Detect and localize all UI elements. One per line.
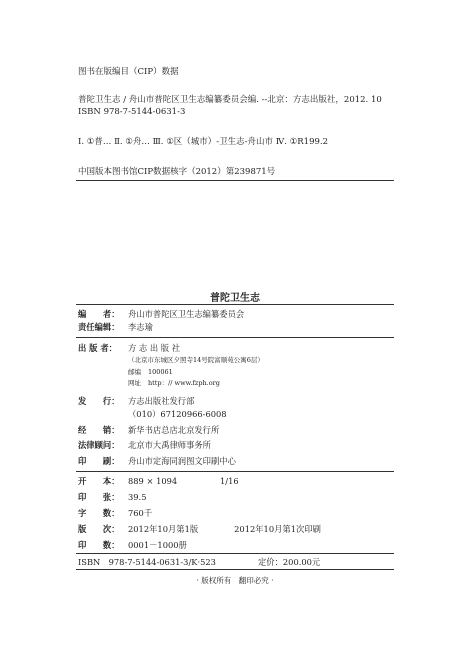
editor-value: 舟山市普陀区卫生志编纂委员会 (128, 309, 245, 319)
words-row (78, 508, 152, 519)
legal-value: 北京市大禹律师事务所 (128, 440, 211, 450)
sheets-row (78, 492, 146, 503)
format-fraction: 1/16 (220, 476, 239, 486)
format-row (78, 476, 239, 487)
cip-heading: 图书在版编目（CIP）数据 (78, 67, 179, 77)
impression-value: 2012年10月第1次印刷 (234, 524, 321, 534)
distribution-row (78, 396, 194, 407)
website-row (128, 379, 220, 388)
publisher-row (78, 343, 180, 354)
seller-label: 经 销： (78, 425, 120, 435)
editor-label: 编 者： (78, 309, 120, 319)
format-label: 开 本： (78, 476, 120, 486)
distribution-label: 发 行： (78, 396, 120, 406)
words-value: 760千 (128, 508, 153, 518)
cip-isbn: ISBN 978-7-5144-0631-3 (78, 107, 186, 117)
divider-isbn-bottom (76, 569, 394, 570)
divider-top (76, 180, 394, 181)
distribution-value: 方志出版社发行部 (128, 396, 195, 406)
postcode-value: 100061 (148, 368, 173, 376)
printer-value: 舟山市定海同润图文印刷中心 (128, 456, 236, 466)
printer-row (78, 456, 236, 467)
divider-title (76, 304, 394, 305)
isbn-line: ISBN 978-7-5144-0631-3/K·523 (78, 557, 216, 567)
divider-isbn-top (76, 553, 394, 554)
format-value: 889 × 1094 (128, 476, 178, 486)
sheets-value: 39.5 (128, 492, 147, 502)
website-label: 网址 (128, 379, 141, 387)
publisher-label: 出 版 者： (78, 343, 117, 353)
phone-value: （010）67120966-6008 (128, 409, 227, 419)
sheets-label: 印 张： (78, 492, 120, 502)
phone-row (78, 409, 227, 420)
divider-printing (76, 471, 394, 472)
legal-label: 法律顾问： (78, 440, 120, 450)
print-run-value: 0001－1000册 (128, 540, 187, 550)
divider-credits (76, 337, 394, 338)
editor-row (78, 309, 244, 320)
seller-value: 新华书店总店北京发行所 (128, 425, 220, 435)
printer-label: 印 刷： (78, 456, 120, 466)
cip-entry: 普陀卫生志 / 舟山市普陀区卫生志编纂委员会编. --北京：方志出版社，2012. 10 (78, 95, 382, 105)
words-label: 字 数： (78, 508, 120, 518)
rights-notice: · 版权所有 翻印必究 · (196, 576, 274, 585)
postcode-label: 邮编 (128, 368, 141, 376)
postcode-row (128, 368, 173, 377)
book-title: 普陀卫生志 (210, 293, 260, 304)
print-run-label: 印 数： (78, 540, 120, 550)
cip-block (78, 66, 408, 178)
publisher-value: 方 志 出 版 社 (128, 343, 181, 353)
publisher-address: （北京市东城区夕照寺14号院富顺苑公寓6层） (128, 356, 264, 364)
edition-value: 2012年10月第1版 (128, 524, 199, 534)
resp-editor-label: 责任编辑： (78, 322, 120, 332)
resp-editor-value: 李志瑜 (128, 322, 153, 332)
legal-row (78, 440, 211, 451)
cip-subjects: Ⅰ. ①普… Ⅱ. ①舟… Ⅲ. ①区（城市）-卫生志-舟山市 Ⅳ. ①R199.2 (78, 137, 329, 147)
edition-row (78, 524, 321, 535)
isbn-price-row (78, 556, 396, 568)
website-value: http：// www.fzph.org (148, 379, 220, 387)
seller-row (78, 425, 219, 436)
edition-label: 版 次： (78, 524, 120, 534)
price-value: 200.00元 (282, 557, 321, 567)
cip-core-data: 中国版本图书馆CIP数据核字（2012）第239871号 (78, 167, 276, 177)
price-label: 定价： (258, 557, 283, 567)
price (258, 556, 320, 568)
resp-editor-row (78, 322, 153, 333)
print-run-row (78, 540, 187, 551)
